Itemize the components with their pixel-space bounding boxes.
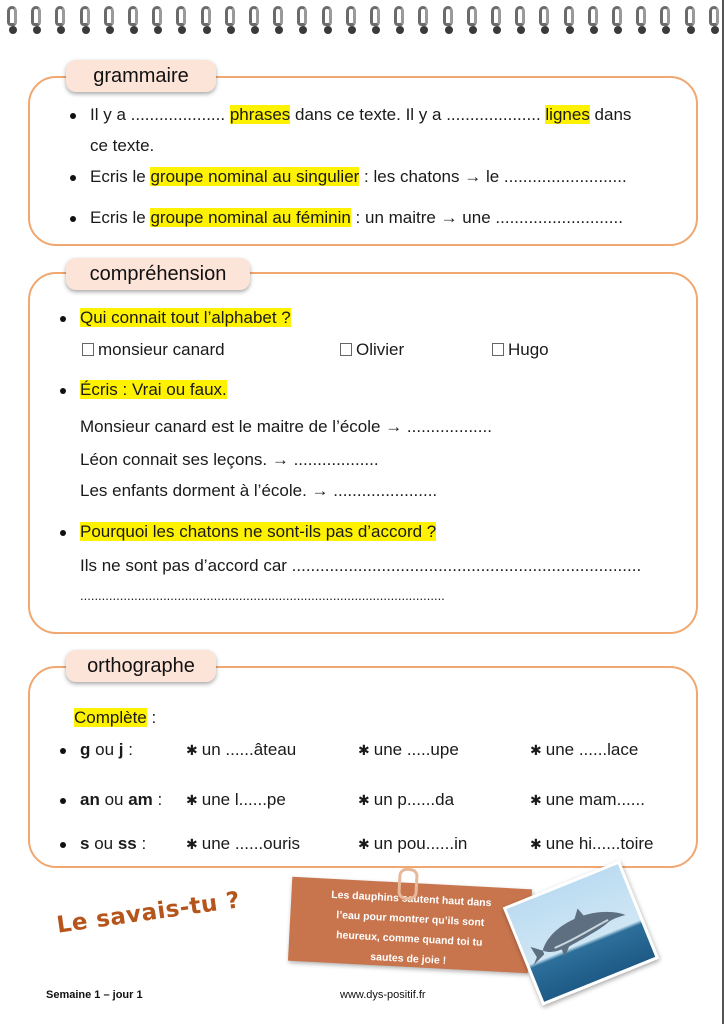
ortho-rule-an-am: an ou am : [80, 790, 163, 809]
orthographe-title: orthographe [66, 650, 216, 682]
spiral-ring [200, 6, 214, 34]
footer-website: www.dys-positif.fr [340, 989, 426, 1001]
spiral-ring [611, 6, 625, 34]
spiral-ring [417, 6, 431, 34]
comprehension-title: compréhension [66, 258, 250, 290]
spiral-ring [103, 6, 117, 34]
spiral-ring [466, 6, 480, 34]
checkbox-icon [340, 343, 352, 356]
fun-fact-title: Le savais-tu ? [55, 887, 242, 939]
ortho-word: ✱ une mam...... [530, 790, 645, 809]
ortho-word: ✱ un p......da [358, 790, 455, 809]
grammaire-question-singulier: Ecris le groupe nominal au singulier : les chatons → le .......................... [90, 167, 627, 186]
spiral-ring [6, 6, 20, 34]
spiral-ring [369, 6, 383, 34]
statement-2: Léon connait ses leçons. → .................. [80, 450, 379, 469]
comprehension-q2: Écris : Vrai ou faux. [80, 380, 227, 399]
spiral-ring [79, 6, 93, 34]
ortho-rule-s-ss: s ou ss : [80, 834, 147, 853]
spiral-ring [563, 6, 577, 34]
spiral-ring [127, 6, 141, 34]
dolphin-icon [507, 864, 656, 1002]
paperclip-icon [397, 867, 419, 900]
orthographe-instruction: Complète : [74, 708, 157, 727]
spiral-binding [6, 6, 722, 40]
ortho-word: ✱ une ......lace [530, 740, 639, 759]
option-monsieur-canard[interactable]: monsieur canard [82, 340, 225, 360]
spiral-ring [151, 6, 165, 34]
ortho-word: ✱ un pou......in [358, 834, 468, 853]
spiral-ring [296, 6, 310, 34]
spiral-ring [708, 6, 722, 34]
spiral-ring [442, 6, 456, 34]
ortho-word: ✱ un ......âteau [186, 740, 297, 759]
spiral-ring [345, 6, 359, 34]
ortho-word: ✱ une l......pe [186, 790, 286, 809]
spiral-ring [514, 6, 528, 34]
grammaire-question-count: Il y a .................... phrases dans ce texte. Il y a .................... lignes dans [90, 105, 632, 124]
ortho-word: ✱ une .....upe [358, 740, 459, 759]
spiral-ring [490, 6, 504, 34]
ortho-rule-g-j: g ou j : [80, 740, 133, 759]
spiral-ring [248, 6, 262, 34]
option-hugo[interactable]: Hugo [492, 340, 549, 360]
grammaire-question-count-cont: ce texte. [90, 136, 155, 155]
statement-3: Les enfants dorment à l’école. → ...................... [80, 481, 438, 500]
option-olivier[interactable]: Olivier [340, 340, 404, 360]
grammaire-question-feminin: Ecris le groupe nominal au féminin : un maitre → une ........................... [90, 208, 623, 227]
spiral-ring [538, 6, 552, 34]
spiral-ring [224, 6, 238, 34]
spiral-ring [272, 6, 286, 34]
spiral-ring [175, 6, 189, 34]
dolphin-photo [503, 860, 660, 1005]
page-edge-line [722, 0, 724, 1024]
spiral-ring [393, 6, 407, 34]
spiral-ring [321, 6, 335, 34]
ortho-word: ✱ une ......ouris [186, 834, 301, 853]
comprehension-q3: Pourquoi les chatons ne sont-ils pas d’accord ? [80, 522, 437, 541]
spiral-ring [54, 6, 68, 34]
spiral-ring [587, 6, 601, 34]
grammaire-title: grammaire [66, 60, 216, 92]
checkbox-icon [492, 343, 504, 356]
spiral-ring [635, 6, 649, 34]
comprehension-q1: Qui connait tout l’alphabet ? [80, 308, 291, 327]
spiral-ring [659, 6, 673, 34]
spiral-ring [30, 6, 44, 34]
answer-line-1: Ils ne sont pas d’accord car .......................................................................... [80, 556, 642, 575]
fun-fact-note: Les dauphins sautent haut dans l’eau pour montrer qu’ils sont heureux, comme quand toi tu sautes de joie ! [288, 877, 532, 973]
statement-1: Monsieur canard est le maitre de l’école → .................. [80, 417, 492, 436]
checkbox-icon [82, 343, 94, 356]
ortho-word: ✱ une hi......toire [530, 834, 654, 853]
answer-line-2: ..................................................................................................... [80, 588, 445, 603]
spiral-ring [684, 6, 698, 34]
footer-week-day: Semaine 1 – jour 1 [46, 989, 143, 1001]
